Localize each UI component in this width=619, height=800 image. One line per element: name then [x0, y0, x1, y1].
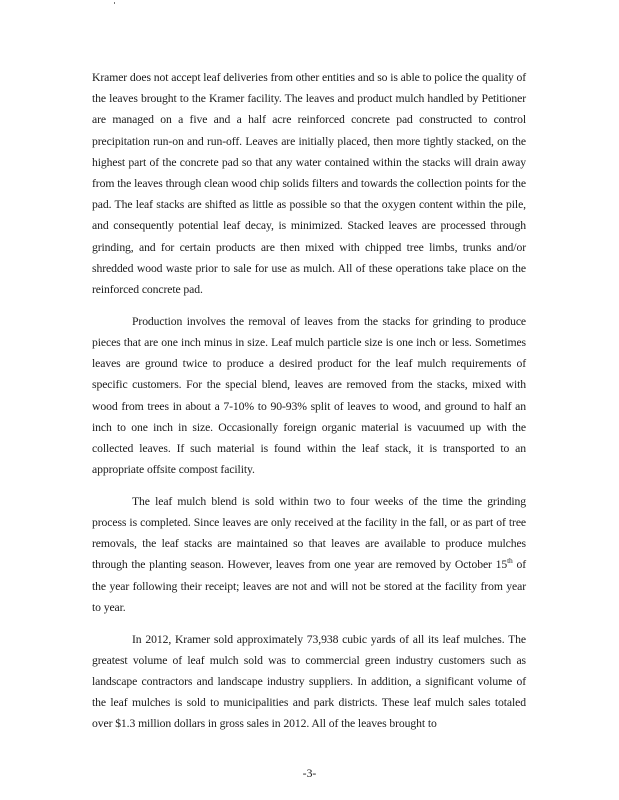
paragraph-sales-2012: In 2012, Kramer sold approximately 73,938 cubic yards of all its leaf mulches. The greatest volume of leaf mulch sold was to commercial green industry customers such as landscape contractors and landscape industry suppliers. In addition, a significant volume of the leaf mulches is sold to municipalities and park districts. These leaf mulch sales totaled over $1.3 million dollars in gross sales in 2012. All of the leaves brought to	[92, 632, 526, 731]
document-body	[92, 67, 526, 745]
ordinal-superscript: th	[507, 556, 513, 566]
page-number: -3-	[302, 767, 317, 780]
paragraph-leaf-mulch-blend	[92, 491, 526, 618]
paragraph-text-after-superscript: of the year following their receipt; leaves are not and will not be stored at the facility from year to year.	[92, 558, 526, 614]
paragraph-text-before-superscript: The leaf mulch blend is sold within two to four weeks of the time the grinding process is completed. Since leaves are only received at the facility in the fall, or as part of tree removals, the leaf stacks are maintained so that leaves are available to produce mulches through the planting season. However, leaves from one year are removed by October 15	[92, 494, 526, 572]
paragraph-production: Production involves the removal of leaves from the stacks for grinding to produce pieces that are one inch minus in size. Leaf mulch particle size is one inch or less. Sometimes leaves are ground twice to produce a desired product for the leaf mulch requirements of specific customers. For the special blend, leaves are removed from the stacks, mixed with wood from trees in about a 7-10% to 90-93% split of leaves to wood, and ground to half an inch to one inch in size. Occasionally foreign organic material is vacuumed up with the collected leaves. If such material is found within the leaf stack, it is transported to an appropriate offsite compost facility.	[92, 314, 526, 477]
paragraph-leaf-deliveries: Kramer does not accept leaf deliveries from other entities and so is able to police the quality of the leaves brought to the Kramer facility. The leaves and product mulch handled by Petitioner are managed on a five and a half acre reinforced concrete pad constructed to control precipitation run-on and run-off. Leaves are initially placed, then more tightly stacked, on the highest part of the concrete pad so that any water contained within the stacks will drain away from the leaves through clean wood chip solids filters and towards the collection points for the pad. The leaf stacks are shifted as little as possible so that the oxygen content within the pile, and consequently potential leaf decay, is minimized. Stacked leaves are processed through grinding, and for certain products are then mixed with chipped tree limbs, trunks and/or shredded wood waste prior to sale for use as mulch. All of these operations take place on the reinforced concrete pad.	[92, 71, 526, 297]
scan-speck	[114, 2, 115, 4]
